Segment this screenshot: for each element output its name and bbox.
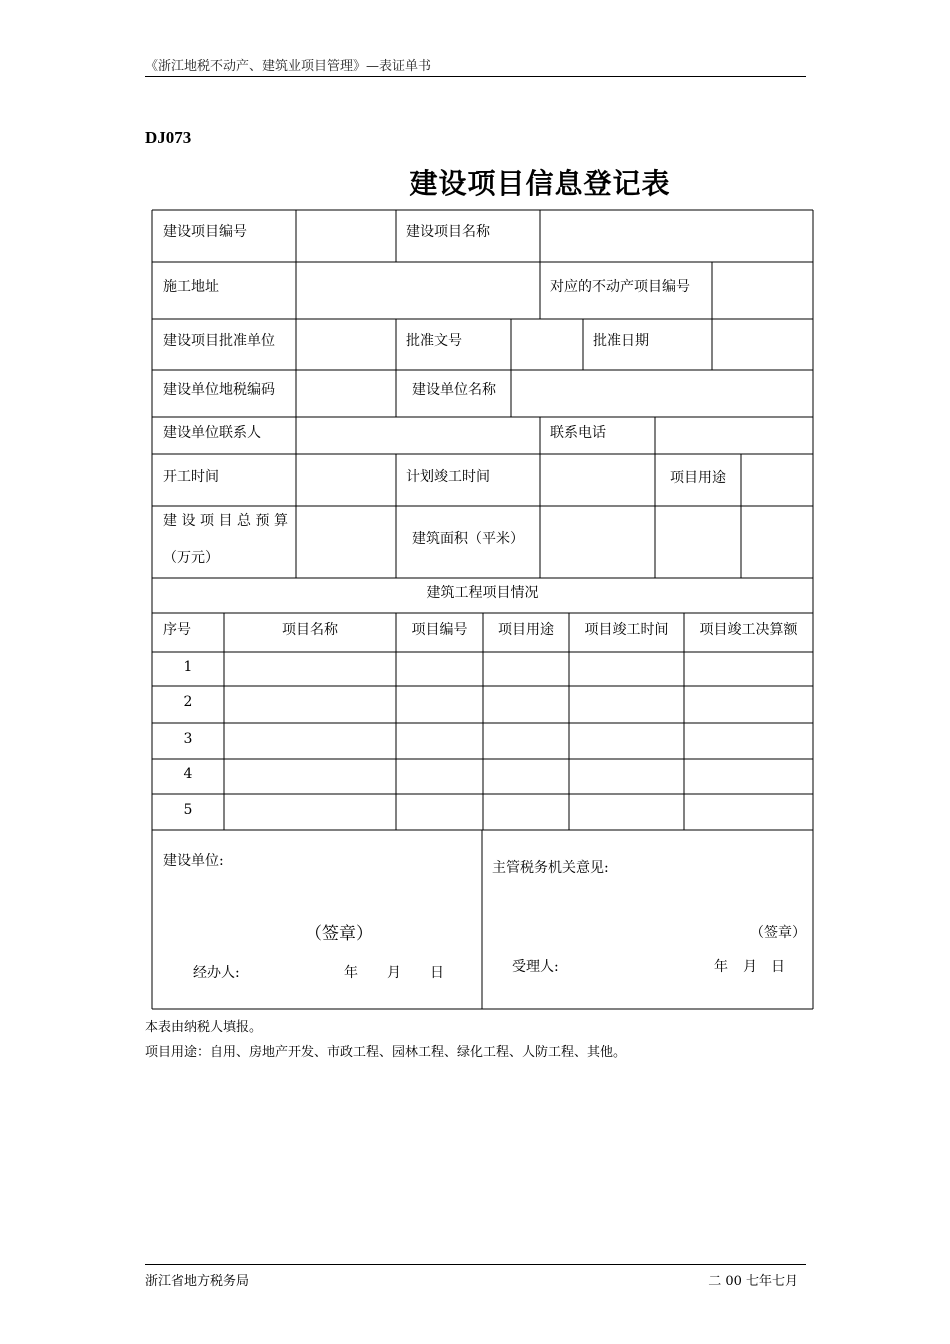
- label-builder-name: 建设单位名称: [412, 382, 496, 398]
- tax-opinion-label: 主管税务机关意见:: [492, 860, 609, 876]
- col-header-settlement: 项目竣工决算额: [699, 622, 798, 638]
- tax-date-day: 日: [771, 959, 785, 975]
- receiver-label: 受理人:: [512, 959, 559, 975]
- label-site-address: 施工地址: [163, 279, 219, 295]
- tax-date-year: 年: [714, 959, 728, 975]
- row-index: 1: [183, 659, 193, 675]
- budget-char: 目: [218, 513, 233, 529]
- label-project-no: 建设项目编号: [163, 224, 247, 240]
- budget-char: 设: [181, 513, 196, 529]
- budget-char: 算: [274, 513, 288, 529]
- label-project-name: 建设项目名称: [406, 224, 490, 240]
- note-line-2: 项目用途：自用、房地产开发、市政工程、园林工程、绿化工程、人防工程、其他。: [145, 1045, 627, 1060]
- label-phone: 联系电话: [550, 425, 606, 441]
- budget-char: 项: [200, 513, 214, 529]
- footer-date: 二 00 七年七月: [708, 1274, 798, 1289]
- builder-seal: （签章）: [305, 924, 373, 944]
- row-index: 3: [183, 731, 193, 747]
- note-line-1: 本表由纳税人填报。: [145, 1020, 263, 1035]
- footer-rule: [145, 1264, 806, 1265]
- label-budget: [163, 513, 288, 529]
- budget-char: 建: [163, 513, 177, 529]
- builder-date-year: 年: [344, 965, 358, 981]
- builder-sign-label: 建设单位:: [163, 853, 224, 869]
- label-start-time: 开工时间: [163, 469, 219, 485]
- label-realestate-no: 对应的不动产项目编号: [550, 279, 690, 295]
- label-approval-date: 批准日期: [593, 333, 649, 349]
- builder-date-month: 月: [387, 965, 401, 981]
- row-index: 4: [183, 766, 193, 782]
- form-code: DJ073: [145, 128, 192, 147]
- label-budget-unit: （万元）: [163, 550, 219, 566]
- row-index: 5: [183, 802, 193, 818]
- col-header-number: 项目编号: [411, 622, 468, 638]
- row-index: 2: [183, 694, 193, 710]
- col-header-name: 项目名称: [282, 622, 338, 638]
- budget-char: 总: [237, 513, 251, 529]
- col-header-completion: 项目竣工时间: [584, 622, 669, 638]
- label-approval-doc: 批准文号: [406, 333, 462, 349]
- running-header: 《浙江地税不动产、建筑业项目管理》—表证单书: [145, 55, 806, 77]
- label-floor-area: 建筑面积（平米）: [412, 531, 524, 547]
- label-planned-completion: 计划竣工时间: [406, 469, 490, 485]
- builder-date-day: 日: [430, 965, 444, 981]
- tax-date-month: 月: [743, 959, 757, 975]
- label-builder-contact: 建设单位联系人: [163, 425, 261, 441]
- label-builder-tax-code: 建设单位地税编码: [163, 382, 275, 398]
- handler-label: 经办人:: [193, 965, 240, 981]
- footer-issuer: 浙江省地方税务局: [145, 1274, 250, 1289]
- label-approval-unit: 建设项目批准单位: [163, 333, 275, 349]
- section-title: 建筑工程项目情况: [426, 585, 539, 601]
- col-header-index: 序号: [163, 622, 191, 638]
- label-project-use: 项目用途: [670, 470, 726, 486]
- budget-char: 预: [255, 513, 270, 529]
- tax-seal: （签章）: [750, 925, 806, 941]
- col-header-use: 项目用途: [498, 622, 554, 638]
- form-title: 建设项目信息登记表: [409, 167, 671, 200]
